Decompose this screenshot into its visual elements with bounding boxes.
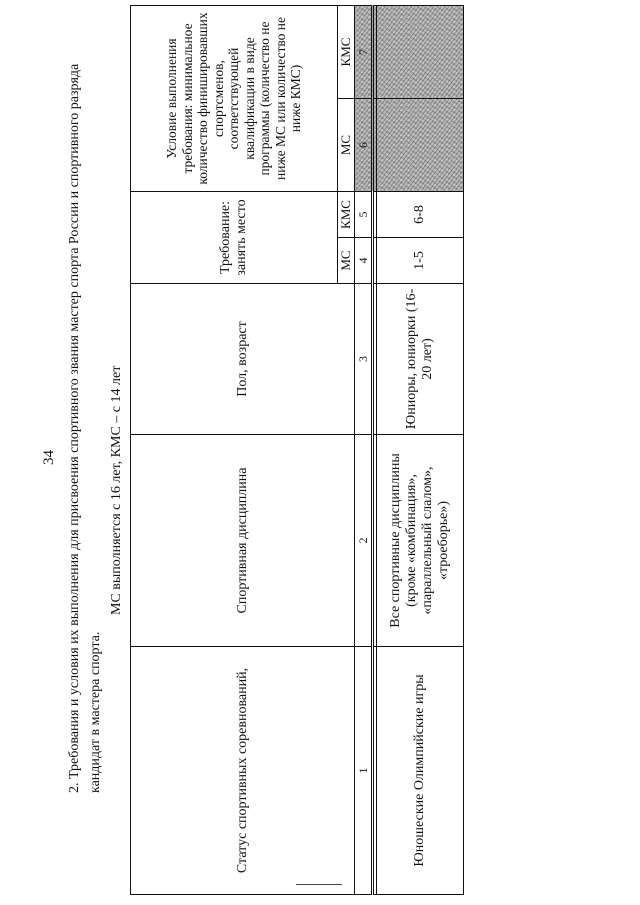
header-condition: Условие выполнения требования: минимальное количество финишировавших спортсменов, соответствующей квалификации в виде программы (количество не ниже МС или количество не ниже КМС): [131, 6, 338, 192]
cell-place-ms: 1-5: [377, 238, 464, 284]
header-place-requirement: Требование: занять место: [131, 192, 338, 284]
header-status: Статус спортивных соревнований,: [131, 647, 355, 895]
column-number: 1: [355, 647, 373, 895]
column-number: 7: [355, 6, 373, 99]
section-heading-line-1: 2. Требования и условия их выполнения для присвоения спортивного звания мастер спорта России и спортивного разряда: [67, 63, 82, 793]
age-requirement-note: МС выполняется с 16 лет, КМС – с 14 лет: [109, 365, 124, 615]
column-number: 3: [355, 284, 373, 435]
subheader-place-ms: МС: [338, 238, 355, 284]
cell-condition-kms: [377, 6, 464, 99]
table-row: [377, 6, 464, 895]
page-number: 34: [41, 450, 57, 465]
column-number: 2: [355, 435, 373, 647]
cell-status: Юношеские Олимпийские игры: [377, 647, 464, 895]
cell-place-kms: 6-8: [377, 192, 464, 238]
header-gender-age: Пол, возраст: [131, 284, 355, 435]
cell-condition-ms: [377, 99, 464, 192]
column-number: 6: [355, 99, 373, 192]
subheader-place-kms: КМС: [338, 192, 355, 238]
cell-discipline: Все спортивные дисциплины (кроме «комбинация», «параллельный слалом», «троеборье»): [377, 435, 464, 647]
scan-artifact-line: [296, 884, 342, 885]
subheader-condition-kms: КМС: [338, 6, 355, 99]
column-number: 4: [355, 238, 373, 284]
subheader-condition-ms: МС: [338, 99, 355, 192]
section-heading-line-2: кандидат в мастера спорта.: [88, 631, 103, 793]
column-number: 5: [355, 192, 373, 238]
header-discipline: Спортивная дисциплина: [131, 435, 355, 647]
cell-gender-age: Юниоры, юниорки (16-20 лет): [377, 284, 464, 435]
requirements-table: [130, 5, 464, 895]
